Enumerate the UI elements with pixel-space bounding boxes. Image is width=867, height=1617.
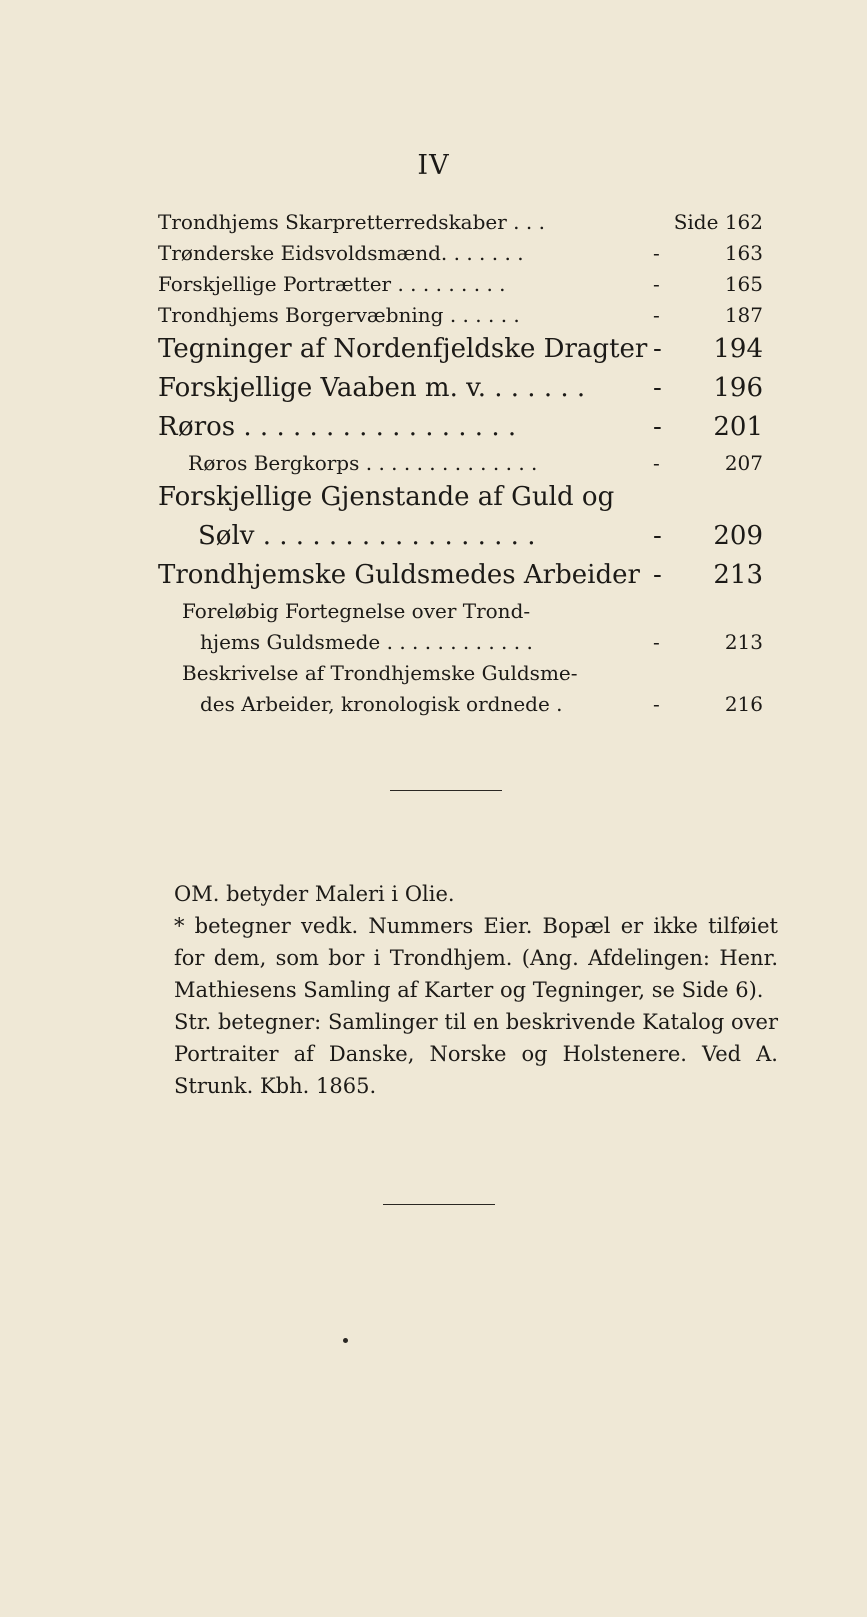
toc-entry-dash: - [653, 241, 660, 265]
page-number: IV [417, 150, 450, 181]
toc-entry-dash: - [653, 412, 662, 442]
toc-entry-title: Beskrivelse af Trondhjemske Guldsme- [182, 661, 578, 685]
toc-entry-page: 216 [724, 692, 763, 716]
toc-entry-page: 194 [713, 334, 763, 364]
note-line: OM. betyder Maleri i Olie. [174, 882, 455, 906]
toc-entry-page: 163 [724, 241, 763, 265]
toc-entry-dash: - [653, 521, 662, 551]
toc-entry [158, 412, 778, 451]
note-paragraph: * betegner vedk. Nummers Eier. Bopæl er ikke tilføiet for dem, som bor i Trondhjem. (Ang. Afdelingen: Henr. Mathiesens Samling af Karter og Tegninger, se Side 6). [174, 914, 778, 1002]
toc-entry [158, 241, 778, 272]
toc-entry-title: Sølv . . . . . . . . . . . . . . . . . [198, 521, 536, 551]
toc-entry-page: 213 [713, 560, 763, 590]
toc-entry-title: Trondhjems Borgervæbning . . . . . . [158, 303, 520, 327]
table-of-contents [158, 210, 778, 723]
toc-entry-page: 196 [713, 373, 763, 403]
toc-entry-page: Side 162 [673, 210, 763, 234]
toc-entry-page: 209 [713, 521, 763, 551]
toc-entry [158, 661, 778, 692]
toc-entry-title: Foreløbig Fortegnelse over Trond- [182, 599, 531, 623]
toc-entry [158, 692, 778, 723]
toc-entry-dash: - [653, 560, 662, 590]
notes-section [160, 878, 778, 1102]
toc-entry-title: Trondhjems Skarpretterredskaber . . . [158, 210, 545, 234]
toc-entry-title: des Arbeider, kronologisk ordnede . [200, 692, 563, 716]
ink-dot [343, 1338, 348, 1343]
toc-entry-title: Trønderske Eidsvoldsmænd. . . . . . . [158, 241, 524, 265]
toc-entry [158, 599, 778, 630]
toc-entry-dash: - [653, 692, 660, 716]
toc-entry [158, 373, 778, 412]
toc-entry-page: 213 [724, 630, 763, 654]
toc-entry-title: Tegninger af Nordenfjeldske Dragter [158, 334, 648, 364]
toc-entry-title: Røros . . . . . . . . . . . . . . . . . [158, 412, 517, 442]
divider-rule [390, 790, 502, 791]
toc-entry-dash: - [653, 373, 662, 403]
toc-entry-page: 207 [724, 451, 763, 475]
toc-entry-page: 201 [713, 412, 763, 442]
divider-rule [383, 1204, 495, 1205]
toc-entry-page: 187 [724, 303, 763, 327]
toc-entry [158, 482, 778, 521]
toc-entry [158, 451, 778, 482]
toc-entry-title: Forskjellige Vaaben m. v. . . . . . . [158, 373, 586, 403]
note-paragraph: Str. betegner: Samlinger til en beskrivende Katalog over Portraiter af Danske, Norske og Holstenere. Ved A. Strunk. Kbh. 1865. [174, 1010, 778, 1098]
toc-entry [158, 560, 778, 599]
toc-entry [158, 210, 778, 241]
toc-entry-dash: - [653, 303, 660, 327]
toc-entry-title: hjems Guldsmede . . . . . . . . . . . . [200, 630, 533, 654]
toc-entry-dash: - [653, 630, 660, 654]
toc-entry-dash: - [653, 272, 660, 296]
toc-entry [158, 630, 778, 661]
toc-entry-title: Forskjellige Gjenstande af Guld og [158, 482, 615, 512]
toc-entry [158, 521, 778, 560]
toc-entry [158, 272, 778, 303]
toc-entry-title: Trondhjemske Guldsmedes Arbeider [158, 560, 640, 590]
toc-entry-title: Røros Bergkorps . . . . . . . . . . . . . . [188, 451, 538, 475]
toc-entry-title: Forskjellige Portrætter . . . . . . . . . [158, 272, 506, 296]
toc-entry [158, 303, 778, 334]
toc-entry-dash: - [653, 334, 662, 364]
toc-entry [158, 334, 778, 373]
toc-entry-page: 165 [724, 272, 763, 296]
toc-entry-dash: - [653, 451, 660, 475]
